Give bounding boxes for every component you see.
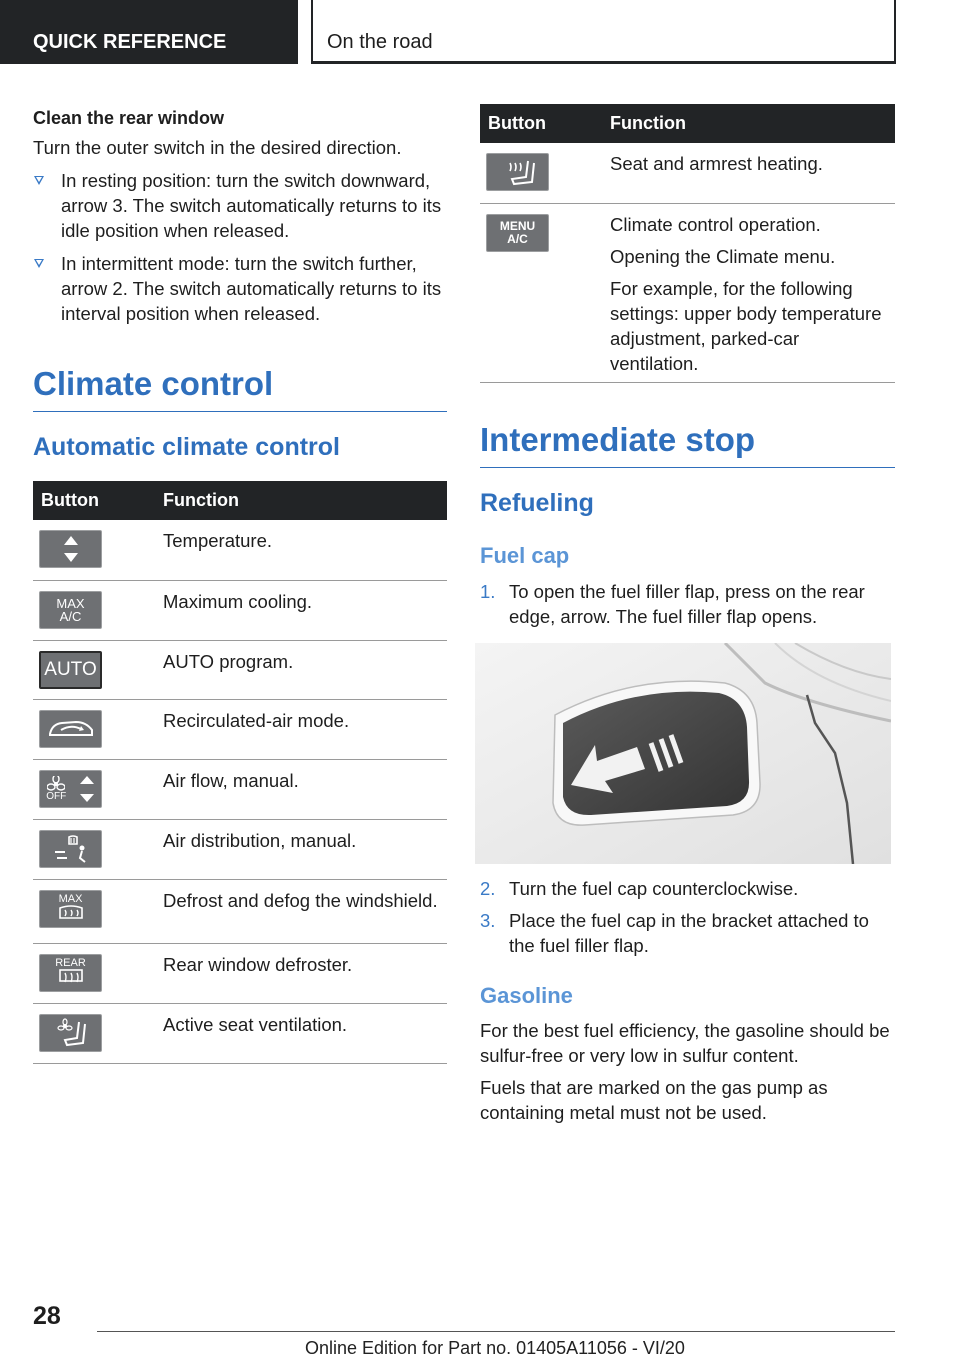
temperature-arrows-icon <box>39 530 102 568</box>
footer-divider <box>97 1331 895 1332</box>
table-row: Recirculated-air mode. <box>33 699 447 759</box>
table-header-function: Function <box>604 104 895 143</box>
climate-button-table <box>33 481 447 1064</box>
automatic-climate-heading: Automatic climate control <box>33 433 340 461</box>
fuel-filler-flap-illustration <box>475 643 891 864</box>
max-ac-icon: MAX A/C <box>39 591 102 629</box>
gasoline-text: For the best fuel efficiency, the gasoline should be sulfur-free or very low in sulfur content. Fuels that are marked on the gas pump as containing metal must not be used. <box>480 1020 890 1123</box>
intermediate-stop-heading: Intermediate stop <box>480 421 895 468</box>
header-chapter-tab <box>311 0 896 64</box>
rear-window-intro: Turn the outer switch in the desired direction. <box>33 137 402 158</box>
table-row: AUTO AUTO program. <box>33 640 447 699</box>
header-chapter-label: On the road <box>327 31 433 53</box>
seat-ventilation-icon <box>39 1014 102 1052</box>
seat-heating-icon <box>486 153 549 191</box>
table-row: MENU A/C Climate control operation. Opening the Climate menu. For example, for the following settings: upper body temperature adjustment, parked-car ventilation. <box>480 203 895 382</box>
recirculated-air-icon <box>39 710 102 748</box>
refueling-heading: Refueling <box>480 489 594 517</box>
table-header-button: Button <box>33 481 157 520</box>
list-item: 2. Turn the fuel cap counterclockwise. <box>480 878 799 899</box>
table-header-function: Function <box>157 481 447 520</box>
header-section-tab <box>0 0 298 64</box>
fan-off-icon: OFF <box>39 770 102 808</box>
seat-climate-table <box>480 104 895 383</box>
footer-edition: Online Edition for Part no. 01405A11056 - VI/20 <box>305 1338 685 1358</box>
climate-control-heading: Climate control <box>33 365 447 412</box>
rear-window-section <box>33 108 447 326</box>
table-row: Air distribution, manual. <box>33 819 447 879</box>
table-row: MAX Defrost and defog the windshield. <box>33 879 447 943</box>
table-row: REAR Rear window defroster. <box>33 943 447 1003</box>
bullet-triangle-icon <box>34 259 44 268</box>
auto-icon: AUTO <box>39 651 102 689</box>
list-item: In resting position: turn the switch downward, arrow 3. The switch automatically returns to its idle position when released. <box>33 168 447 243</box>
bullet-triangle-icon <box>34 176 44 185</box>
list-item: In intermittent mode: turn the switch further, arrow 2. The switch automatically returns to its interval position when released. <box>33 251 447 326</box>
table-row: OFF Air flow, manual. <box>33 759 447 819</box>
fuel-cap-steps-continued <box>480 876 895 958</box>
fuel-cap-steps <box>480 579 895 629</box>
table-row: Temperature. <box>33 520 447 580</box>
max-defrost-icon: MAX <box>39 890 102 928</box>
gasoline-heading: Gasoline <box>480 983 573 1008</box>
page-number: 28 <box>33 1302 61 1330</box>
air-distribution-icon <box>39 830 102 868</box>
rear-window-title: Clean the rear window <box>33 108 225 128</box>
table-row: Seat and armrest heating. <box>480 143 895 203</box>
list-item: 1. To open the fuel filler flap, press on the rear edge, arrow. The fuel filler flap opens. <box>480 581 865 627</box>
table-row: Active seat ventilation. <box>33 1003 447 1063</box>
menu-ac-icon: MENU A/C <box>486 214 549 252</box>
table-row: MAX A/C Maximum cooling. <box>33 580 447 640</box>
fuel-cap-heading: Fuel cap <box>480 543 570 568</box>
table-header-button: Button <box>480 104 604 143</box>
rear-defrost-icon: REAR <box>39 954 102 992</box>
header-section-label: QUICK REFERENCE <box>33 31 227 53</box>
list-item: 3. Place the fuel cap in the bracket attached to the fuel filler flap. <box>480 910 869 956</box>
